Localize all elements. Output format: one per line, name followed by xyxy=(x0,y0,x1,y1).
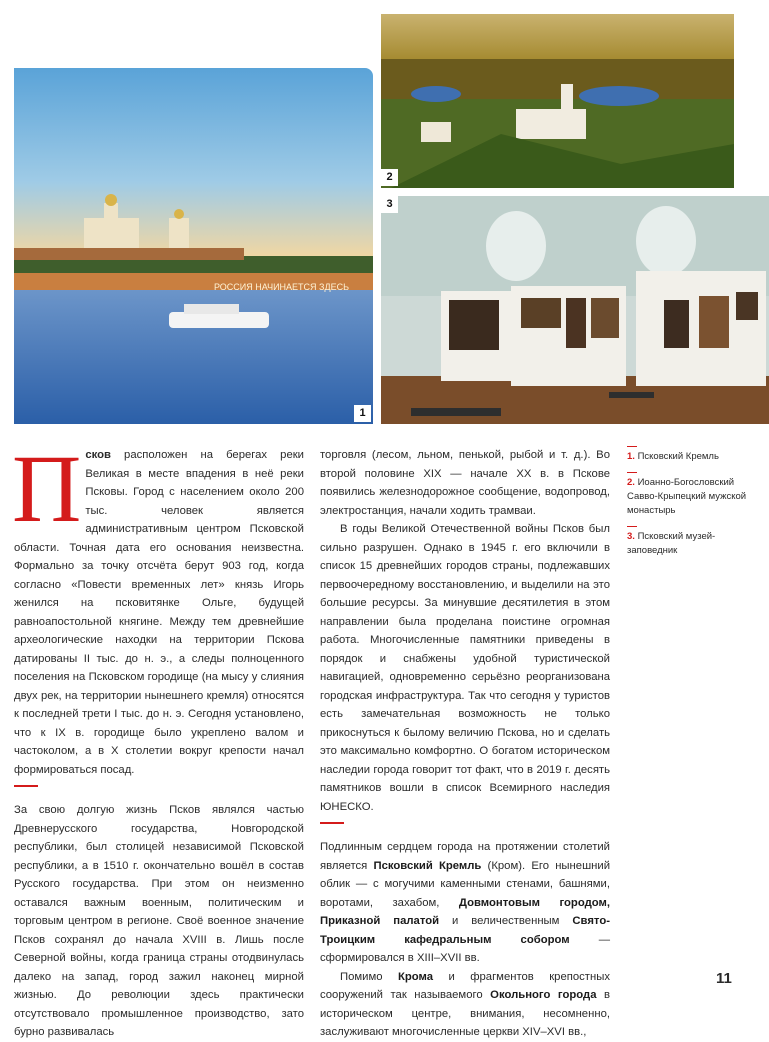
p5-text-2: (Кром). Его нынешний облик — с могучими каменными стенами, башнями, воротами, захабом, xyxy=(320,859,610,909)
caption-item xyxy=(627,446,763,464)
article-column-1 xyxy=(12,435,304,1042)
krom-term: Крома xyxy=(397,970,434,983)
p5-text-3: и величественным xyxy=(439,915,573,927)
article-paragraph-6 xyxy=(320,968,610,1042)
lead-word: сков xyxy=(85,449,111,461)
article-paragraph-1 xyxy=(12,435,304,779)
caption-number: 3. xyxy=(627,531,635,542)
page-number: 11 xyxy=(716,970,732,987)
caption-item xyxy=(627,526,763,558)
caption-number: 2. xyxy=(627,477,635,488)
article-column-2 xyxy=(320,446,610,1042)
section-divider xyxy=(320,822,344,824)
banner-text: РОССИЯ НАЧИНАЕТСЯ ЗДЕСЬ xyxy=(214,282,349,292)
photo-number-1: 1 xyxy=(354,405,371,422)
article-paragraph-2: За свою долгую жизнь Псков являлся частью Древнерусского государства, Новгородской республики, был столицей независимой Псковской республики, а в 1510 г. окончательно вошёл в состав Русского государства. При этом он неизменно оставался важным военным, политическим и торговым центром в регионе. Своё военное значение Псков сохранял до начала XVIII в. Лишь после Северной войны, когда граница страны отодвинулась далеко на запад, город зажил наконец мирной жизнью. До революции здесь практически отсутствовало промышленное производство, зато бурно развивалась xyxy=(14,804,304,1038)
p6-text-1: Помимо xyxy=(340,970,398,983)
p6-text-3: в историческом центре, внимания, несомненно, заслуживают многочисленные церкви XIV–XVI вв., xyxy=(320,989,611,1038)
section-divider xyxy=(14,785,38,787)
photo-pskov-kremlin xyxy=(14,68,373,424)
article-paragraph-4: В годы Великой Отечественной войны Псков был сильно разрушен. Однако в 1945 г. его включили в список 15 древнейших городов страны, подлежавших первоочередному восстановлению, и выделили на это большие ресурсы. За минувшие десятилетия в этом направлении была проделана поистине огромная работа. Многочисленные памятники приведены в порядок и снабжены удобной туристической навигацией, одновременно серьёзно реорганизована городская инфраструктура. Так что сегодня у туристов есть замечательная возможность не только прикоснуться к былому величию Пскова, но и сделать это максимально комфортно. О богатом историческом наследии города говорит тот факт, что в 2019 г. десять памятников вошли в список Всемирного наследия ЮНЕСКО. xyxy=(320,523,610,813)
paragraph-1-text: расположен на берегах реки Великая в месте впадения в неё реки Псковы. Город с населением около 200 тыс. человек является административным центром Псковской области. Точная дата его основания неизвестна. Формально за точку отсчёта берут 903 год, когда согласно «Повести временных лет» князь Игорь женился на псковитянке Ольге, будущей равноапостольной княгине. Между тем древнейшие археологические находки на территории Пскова датированы II тыс. до н. э., а следы полноценного поселения на Псковском городище (на мысу у слияния двух рек, на территории нынешнего кремля) относятся к последней трети I тыс. до н. э. Сегодня установлено, что к IX в. городище было укреплено валом и частоколом, а в X столетии вокруг крепости начал формироваться посад. xyxy=(14,449,304,776)
caption-text: Псковский Кремль xyxy=(637,451,719,462)
okolny-town-term: Окольного города xyxy=(490,989,597,1001)
caption-item xyxy=(627,472,763,518)
article-paragraph-5 xyxy=(320,838,610,968)
photo-number-2: 2 xyxy=(381,169,398,186)
trinity-cathedral-term: Свято-Троицким кафедральным собором xyxy=(320,915,610,946)
caption-text: Псковский музей-заповедник xyxy=(627,531,716,556)
pskov-kremlin-term: Псковский Кремль xyxy=(373,859,482,872)
photo-number-3: 3 xyxy=(381,196,398,213)
p6-text-2: и фрагментов крепостных сооружений так называемого xyxy=(320,970,610,1001)
dovmont-town-term: Довмонтовым городом, Приказной палатой xyxy=(320,896,610,927)
drop-cap: П xyxy=(12,435,82,542)
photo-monastery-aerial xyxy=(381,14,734,188)
photo-museum-interior xyxy=(381,196,769,424)
p5-text-4: — сформировался в XIII–XVII вв. xyxy=(320,933,610,964)
photo-captions xyxy=(627,446,763,566)
caption-text: Иоанно-Богословский Савво-Крыпецкий мужской монастырь xyxy=(627,477,747,516)
article-paragraph-3: торговля (лесом, льном, пенькой, рыбой и т. д.). Во второй половине XIX — начале XX в. в Пскове появились железнодорожное сообщение, водопровод, электростанция, начали ходить трамваи. xyxy=(320,449,610,517)
caption-number: 1. xyxy=(627,451,635,462)
p5-text-1: Подлинным сердцем города на протяжении столетий является xyxy=(320,841,610,872)
